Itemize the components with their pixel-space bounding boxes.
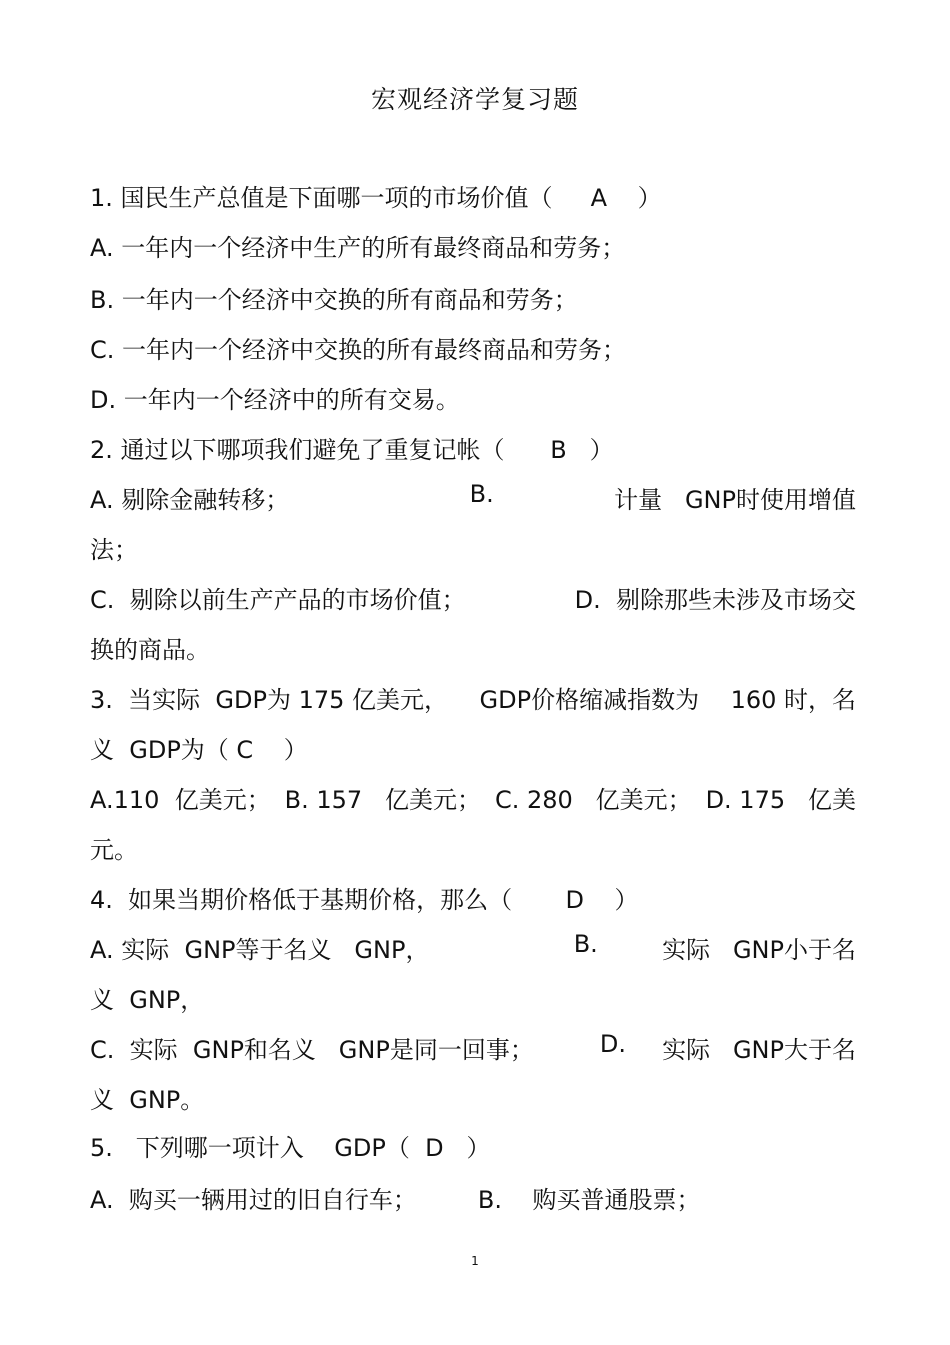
question-2-option-b-letter: B. [469,480,494,508]
question-1-option-d: D. 一年内一个经济中的所有交易。 [90,386,460,414]
question-2-option-b-text: 计量 GNP时使用增值 [614,486,856,514]
question-2-options-row-1 [90,480,856,515]
question-4-options-row-2-continued: 义 GNP。 [90,1086,205,1114]
question-2-option-c: C. 剔除以前生产产品的市场价值； [90,586,466,614]
question-3-option-c: C. 280 亿美元； [494,786,692,814]
question-5-options-row-1: A. 购买一辆用过的旧自行车； B. 购买普通股票； [90,1186,701,1214]
question-2-options-row-2 [90,580,856,615]
question-3-option-d: D. 175 亿美 [705,786,856,814]
question-1-option-b: B. 一年内一个经济中交换的所有商品和劳务； [90,286,578,314]
question-3-options-row [90,780,856,815]
question-1-stem: 1. 国民生产总值是下面哪一项的市场价值（ A ） [90,184,662,212]
question-4-option-c: C. 实际 GNP和名义 GNP是同一回事； [90,1036,534,1064]
question-3-stem-part-1: 3. 当实际 GDP为 175 亿美元， [90,686,449,714]
question-3-option-b: B. 157 亿美元； [284,786,482,814]
question-4-option-d-letter: D. [599,1030,627,1058]
question-4-option-b-letter: B. [573,930,598,958]
question-5-stem: 5. 下列哪一项计入 GDP（ D ） [90,1134,491,1162]
question-3-options-continued: 元。 [90,836,138,864]
question-4-options-row-1 [90,930,856,965]
question-3-option-a: A.110 亿美元； [90,786,271,814]
question-2-stem: 2. 通过以下哪项我们避免了重复记帐（ B ） [90,436,614,464]
question-3-stem-part-2: GDP价格缩减指数为 [479,686,700,714]
question-1-option-c: C. 一年内一个经济中交换的所有最终商品和劳务； [90,336,627,364]
question-2-options-row-2-continued: 换的商品。 [90,636,210,664]
question-4-options-row-1-continued: 义 GNP， [90,986,205,1014]
question-3-stem-part-3: 160 时，名 [730,686,856,714]
question-2-option-d: D. 剔除那些未涉及市场交 [574,586,856,614]
question-4-options-row-2 [90,1030,856,1065]
question-2-option-a: A. 剔除金融转移； [90,486,290,514]
question-3-stem-continued: 义 GDP为（ C ） [90,736,308,764]
page-title: 宏观经济学复习题 [370,85,579,114]
page-number: 1 [471,1254,479,1268]
question-2-options-row-1-continued: 法； [90,536,138,564]
question-4-option-d-text: 实际 GNP大于名 [662,1036,856,1064]
question-4-stem: 4. 如果当期价格低于基期价格，那么（ D ） [90,886,639,914]
question-1-option-a: A. 一年内一个经济中生产的所有最终商品和劳务； [90,234,626,262]
question-3-stem-row [90,680,856,715]
question-4-option-b-text: 实际 GNP小于名 [662,936,856,964]
question-4-option-a: A. 实际 GNP等于名义 GNP， [90,936,430,964]
